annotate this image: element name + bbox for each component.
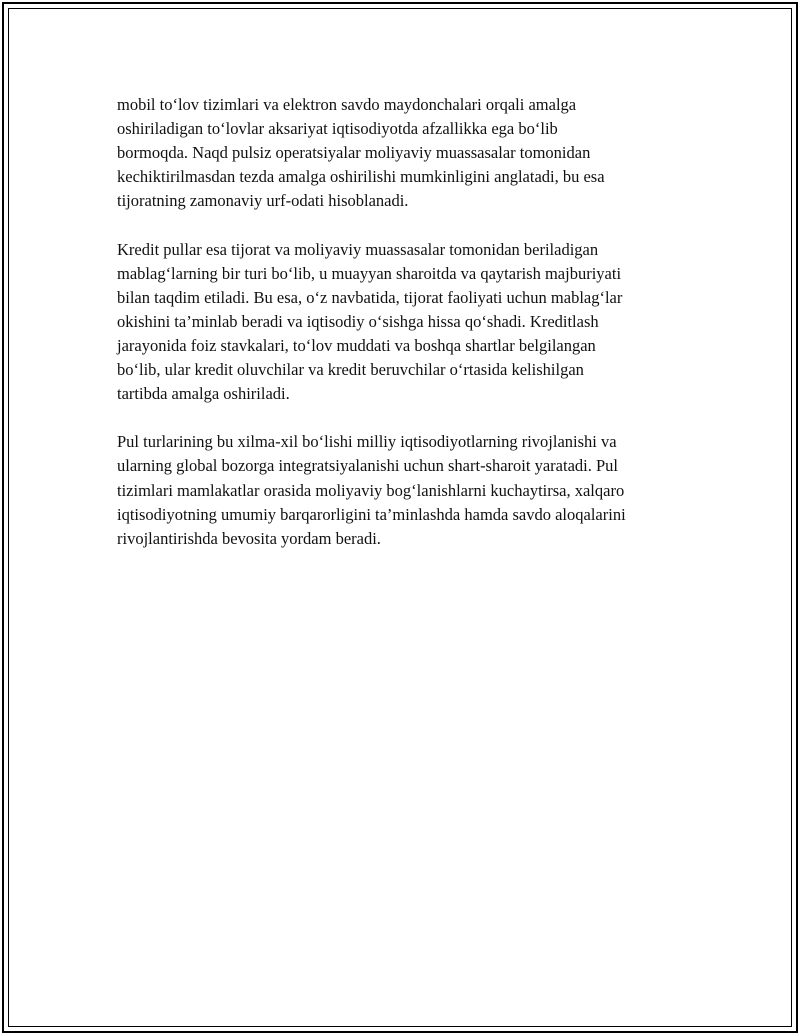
text-line: Kredit pullar esa tijorat va moliyaviy muassasalar tomonidan beriladigan (117, 239, 599, 259)
text-line: tijoratning zamonaviy urf-odati hisoblanadi. (117, 191, 409, 211)
text-line: rivojlantirishda bevosita yordam beradi. (117, 528, 381, 548)
paragraph-3 (117, 430, 692, 550)
document-body (117, 93, 692, 575)
text-line: bilan taqdim etiladi. Bu esa, o‘z navbatida, tijorat faoliyati uchun mablag‘lar (117, 287, 623, 307)
text-line: Pul turlarining bu xilma-xil bo‘lishi milliy iqtisodiyotlarning rivojlanishi va (117, 432, 617, 452)
text-line: iqtisodiyotning umumiy barqarorligini ta’minlashda hamda savdo aloqalarini (117, 504, 626, 524)
text-line: mablag‘larning bir turi bo‘lib, u muayyan sharoitda va qaytarish majburiyati (117, 263, 622, 283)
text-line: kechiktirilmasdan tezda amalga oshirilishi mumkinligini anglatadi, bu esa (117, 167, 605, 187)
text-line: bormoqda. Naqd pulsiz operatsiyalar moliyaviy muassasalar tomonidan (117, 143, 591, 163)
text-line: ularning global bozorga integratsiyalanishi uchun shart-sharoit yaratadi. Pul (117, 456, 618, 476)
text-line: oshiriladigan to‘lovlar aksariyat iqtisodiyotda afzallikka ega bo‘lib (117, 119, 558, 139)
paragraph-2 (117, 238, 692, 407)
text-line: okishini ta’minlab beradi va iqtisodiy o‘sishga hissa qo‘shadi. Kreditlash (117, 311, 599, 331)
text-line: mobil to‘lov tizimlari va elektron savdo maydonchalari orqali amalga (117, 95, 577, 114)
text-line: tartibda amalga oshiriladi. (117, 384, 290, 404)
paragraph-1 (117, 93, 692, 213)
text-line: bo‘lib, ular kredit oluvchilar va kredit beruvchilar o‘rtasida kelishilgan (117, 360, 584, 380)
text-line: tizimlari mamlakatlar orasida moliyaviy bog‘lanishlarni kuchaytirsa, xalqaro (117, 480, 625, 500)
text-line: jarayonida foiz stavkalari, to‘lov muddati va boshqa shartlar belgilangan (117, 335, 596, 355)
